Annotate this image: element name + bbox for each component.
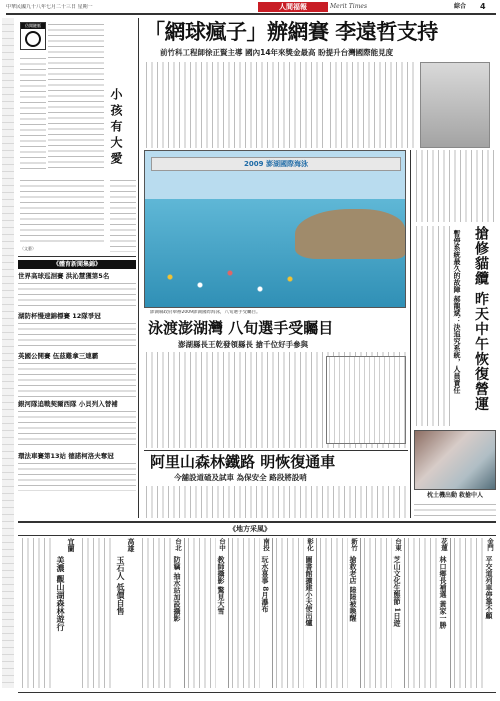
local-top-rule xyxy=(18,521,496,523)
column-rule-1 xyxy=(138,18,139,518)
story2-headline: 泳渡澎湖灣 八旬選手受矚目 xyxy=(148,319,334,337)
local-col xyxy=(404,538,450,688)
story2-subhead: 澎湖縣長王乾發領縣長 搶千位好手參與 xyxy=(178,340,309,349)
local-left-2-text xyxy=(20,538,54,688)
right-article-top xyxy=(414,150,496,222)
left-ad-strip xyxy=(2,18,14,688)
column-logo xyxy=(20,22,46,50)
local-col-title: 防竊 抽水站加設攝影 xyxy=(173,556,182,622)
rescue-photo-caption: 枕土機出動 救搶中人 xyxy=(426,492,484,499)
local-title-rule xyxy=(18,535,496,536)
column-logo-label: 仿聞鏈脈 xyxy=(21,23,45,29)
local-left-block xyxy=(18,538,138,688)
story2-box xyxy=(326,356,406,444)
left-rule xyxy=(18,256,136,257)
local-col-region: 新竹 xyxy=(350,538,358,551)
section-name: 綜合 xyxy=(454,3,467,10)
local-col-title: 搶救老店 陸陸被喚醒 xyxy=(349,556,358,622)
local-col-text xyxy=(140,538,171,688)
photo-swimmers xyxy=(155,261,305,301)
sea-swim-caption: 澎湖縣政府舉辦2009澎湖國際海泳，八旬選手受矚目。 xyxy=(150,310,261,315)
main-article-text-a xyxy=(144,62,324,148)
local-columns xyxy=(140,538,496,688)
rescue-photo xyxy=(414,430,496,490)
local-col-title: 林口鄉長補選 黃家一勝 xyxy=(439,556,448,629)
local-col-text xyxy=(274,538,304,688)
story3-text xyxy=(144,486,408,518)
local-left-1-title: 玉石人 低價自售 xyxy=(116,556,126,615)
local-col xyxy=(360,538,404,688)
sports-item-2-body xyxy=(18,321,136,349)
story3-subhead: 今舖設道碴及試車 為保安全 路段將設哨 xyxy=(174,473,307,482)
masthead-en: Merit Times xyxy=(330,3,368,10)
local-col-title: 平交道列車停靠不顧 xyxy=(485,556,494,619)
sports-item-5-body xyxy=(18,461,136,491)
main-headline: 「網球瘋子」辦網賽 李遠哲支持 xyxy=(144,19,438,44)
sports-item-3-body xyxy=(18,361,136,397)
column-author: （文藝） xyxy=(20,246,36,251)
sports-item-3-title: 英國公開賽 伍茲難拿三連霸 xyxy=(18,352,99,360)
local-col xyxy=(228,538,272,688)
main-subhead: 前竹科工程師徐正賢主導 國內14年來獎金最高 盼提升台灣國際能見度 xyxy=(160,48,394,57)
page-bottom-rule xyxy=(18,692,496,693)
photo-banner xyxy=(151,157,401,171)
sports-item-4-body xyxy=(18,409,136,449)
sports-item-1-title: 世界高球巡洄賽 洪沁慧獲第5名 xyxy=(18,272,110,280)
column-body-text xyxy=(48,22,104,172)
sports-item-1-body xyxy=(18,281,136,309)
local-col xyxy=(272,538,316,688)
issue-date: 中華民國九十八年七月二十三日 星期一 xyxy=(6,4,93,10)
right-article-body xyxy=(414,226,450,426)
local-col-text xyxy=(362,538,392,688)
sports-item-2-title: 湖防杯慢速錦標賽 12隊爭冠 xyxy=(18,312,101,320)
page-number: 4 xyxy=(480,2,486,11)
local-col-region: 台東 xyxy=(394,538,402,551)
local-left-1-region: 高雄 xyxy=(127,538,136,552)
local-left-2-region: 宜蘭 xyxy=(67,538,76,552)
article-left-a xyxy=(20,178,104,244)
local-col-title: 芝山文化生態節 1日遊 xyxy=(393,556,402,627)
local-col-region: 彰化 xyxy=(306,538,314,551)
local-col xyxy=(316,538,360,688)
page-header xyxy=(6,2,496,12)
column-title: 小孩有大愛 xyxy=(109,88,123,168)
local-col xyxy=(450,538,496,688)
local-col xyxy=(140,538,184,688)
local-col-title: 圖書館擴建小天使出爐 xyxy=(305,556,314,626)
rescue-caption-text xyxy=(414,502,496,518)
local-col-text xyxy=(406,538,438,688)
local-col-text xyxy=(318,538,348,688)
local-col-region: 花蓮 xyxy=(440,538,448,551)
masthead-title: 人間福報 xyxy=(279,3,307,11)
local-col-region: 台北 xyxy=(174,538,182,551)
local-left-1-text xyxy=(80,538,114,688)
local-col-text xyxy=(230,538,260,688)
sea-swim-photo xyxy=(144,150,406,308)
sports-item-4-title: 銀河隊追戰契爾西隊 小貝列入替補 xyxy=(18,400,118,408)
local-col xyxy=(184,538,228,688)
photo-banner-text: 2009 澎湖國際海泳 xyxy=(244,160,308,168)
local-col-title: 教師攝影 驚見大雪 xyxy=(217,556,226,615)
article-left-b xyxy=(110,178,136,252)
photo-rock-island xyxy=(295,209,405,259)
local-col-region: 南投 xyxy=(262,538,270,551)
sports-digest-title: 《體育新聞集錦》 xyxy=(18,260,136,269)
sports-digest xyxy=(18,260,136,520)
ear-icon xyxy=(25,31,41,47)
local-col-text xyxy=(186,538,216,688)
right-headline: 搶修貓纜 昨天中午恢復營運 xyxy=(473,226,489,412)
local-col-text xyxy=(452,538,484,688)
local-left-2-title: 美濃 觀山湖森林遊行 xyxy=(56,556,66,631)
header-rule xyxy=(6,13,496,15)
main-article-photo xyxy=(420,62,490,148)
masthead-logo xyxy=(258,2,328,12)
local-col-region: 金門 xyxy=(486,538,494,551)
local-col-region: 台中 xyxy=(218,538,226,551)
local-col-title: 玩水喜事 8月瀑布 xyxy=(261,556,270,613)
local-section-title: 《地方采風》 xyxy=(229,525,271,533)
main-article-text-b xyxy=(328,62,418,148)
right-subhead: 暫停系統最久的故障 郝龍斌：決追究系統，人員責任 xyxy=(453,230,462,394)
story3-headline: 阿里山森林鐵路 明恢復通車 xyxy=(150,453,336,471)
sports-item-5-title: 環法車賽第13站 德諾柯洛夫奪冠 xyxy=(18,452,114,460)
column-rule-2 xyxy=(410,150,411,518)
column-body-lower xyxy=(20,56,46,172)
story3-top-rule xyxy=(144,450,408,451)
